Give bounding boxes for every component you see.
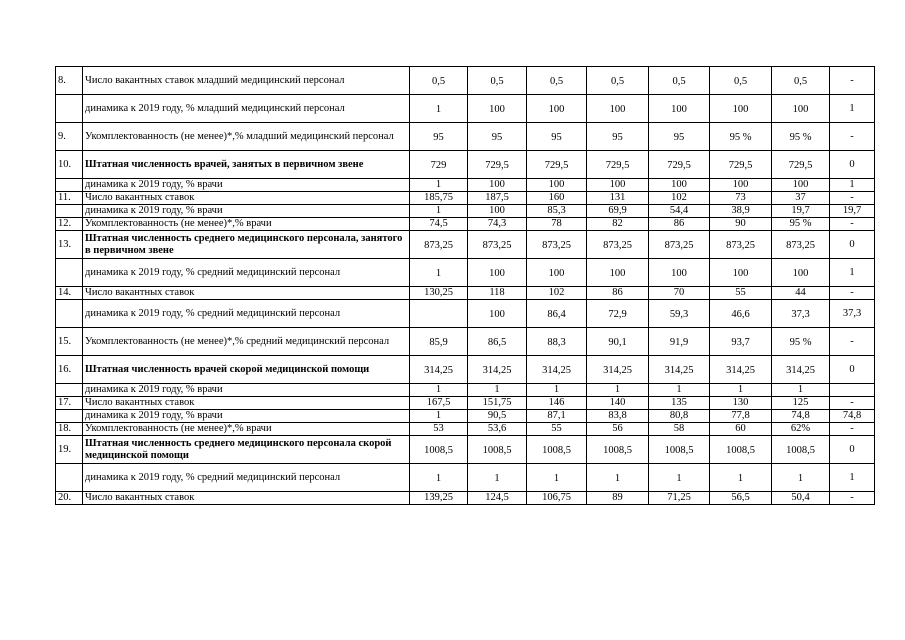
value-cell: 130 [710,397,772,410]
total-cell: - [830,218,875,231]
table-row [56,205,875,218]
indicator-label: Число вакантных ставок младший медицинский персонал [83,67,410,95]
table-row [56,179,875,192]
value-cell: 729 [410,151,468,179]
total-cell: 0 [830,356,875,384]
table-row [56,259,875,287]
row-number: 17. [56,397,83,410]
value-cell: 130,25 [410,287,468,300]
indicator-label: Укомплектованность (не менее)*,% врачи [83,218,410,231]
value-cell: 314,25 [410,356,468,384]
value-cell: 118 [468,287,527,300]
value-cell: 50,4 [772,492,830,505]
value-cell: 146 [527,397,587,410]
total-cell: - [830,328,875,356]
indicator-label: Штатная численность врачей скорой медицинской помощи [83,356,410,384]
value-cell: 100 [772,95,830,123]
value-cell: 729,5 [587,151,649,179]
indicator-label: Штатная численность врачей, занятых в первичном звене [83,151,410,179]
value-cell: 1 [649,464,710,492]
value-cell: 100 [468,179,527,192]
value-cell: 314,25 [649,356,710,384]
total-cell: - [830,192,875,205]
total-cell: 0 [830,231,875,259]
value-cell: 1 [410,179,468,192]
row-number [56,384,83,397]
value-cell: 72,9 [587,300,649,328]
value-cell: 1 [410,384,468,397]
value-cell: 314,25 [772,356,830,384]
value-cell: 1 [649,384,710,397]
indicator-label: динамика к 2019 году, % средний медицинский персонал [83,300,410,328]
row-number: 9. [56,123,83,151]
value-cell: 100 [649,179,710,192]
value-cell: 0,5 [587,67,649,95]
row-number: 16. [56,356,83,384]
indicator-label: динамика к 2019 году, % средний медицинский персонал [83,464,410,492]
value-cell: 93,7 [710,328,772,356]
indicator-label: динамика к 2019 году, % младший медицинский персонал [83,95,410,123]
value-cell: 1 [468,464,527,492]
row-number: 15. [56,328,83,356]
value-cell: 38,9 [710,205,772,218]
value-cell: 86 [587,287,649,300]
total-cell: 1 [830,179,875,192]
value-cell: 314,25 [527,356,587,384]
table-row [56,151,875,179]
value-cell: 1 [410,259,468,287]
indicator-label: Укомплектованность (не менее)*,% средний медицинский персонал [83,328,410,356]
value-cell: 135 [649,397,710,410]
value-cell: 95 [649,123,710,151]
value-cell: 187,5 [468,192,527,205]
table-row [56,492,875,505]
total-cell: 0 [830,436,875,464]
value-cell: 78 [527,218,587,231]
value-cell: 1008,5 [649,436,710,464]
value-cell: 100 [527,259,587,287]
value-cell: 54,4 [649,205,710,218]
indicator-label: Число вакантных ставок [83,287,410,300]
table-row [56,356,875,384]
value-cell: 74,3 [468,218,527,231]
value-cell: 100 [772,179,830,192]
value-cell: 100 [468,300,527,328]
value-cell: 74,8 [772,410,830,423]
total-cell: - [830,397,875,410]
value-cell: 74,5 [410,218,468,231]
table-row [56,328,875,356]
row-number: 19. [56,436,83,464]
row-number: 20. [56,492,83,505]
value-cell: 100 [468,259,527,287]
value-cell: 1 [587,464,649,492]
table-row [56,218,875,231]
value-cell: 88,3 [527,328,587,356]
value-cell: 314,25 [710,356,772,384]
value-cell: 729,5 [649,151,710,179]
value-cell: 46,6 [710,300,772,328]
value-cell: 1008,5 [527,436,587,464]
value-cell: 77,8 [710,410,772,423]
value-cell: 873,25 [468,231,527,259]
row-number [56,464,83,492]
total-cell: 37,3 [830,300,875,328]
table-row [56,231,875,259]
indicator-label: Штатная численность среднего медицинского персонала скорой медицинской помощи [83,436,410,464]
value-cell: 55 [710,287,772,300]
value-cell: 1 [527,384,587,397]
value-cell: 80,8 [649,410,710,423]
total-cell: - [830,423,875,436]
row-number: 13. [56,231,83,259]
value-cell: 69,9 [587,205,649,218]
value-cell: 1 [468,384,527,397]
value-cell: 95 % [710,123,772,151]
value-cell: 100 [710,179,772,192]
value-cell: 140 [587,397,649,410]
value-cell: 0,5 [468,67,527,95]
indicator-label: динамика к 2019 году, % врачи [83,410,410,423]
value-cell: 314,25 [468,356,527,384]
value-cell: 100 [527,179,587,192]
value-cell: 86 [649,218,710,231]
staffing-table [55,66,875,505]
value-cell: 58 [649,423,710,436]
value-cell: 83,8 [587,410,649,423]
total-cell: 1 [830,95,875,123]
table-row [56,384,875,397]
value-cell: 19,7 [772,205,830,218]
total-cell: - [830,287,875,300]
value-cell: 124,5 [468,492,527,505]
indicator-label: динамика к 2019 году, % врачи [83,384,410,397]
value-cell: 1 [587,384,649,397]
value-cell: 1 [710,464,772,492]
indicator-label: динамика к 2019 году, % средний медицинский персонал [83,259,410,287]
value-cell: 1 [410,205,468,218]
indicator-label: Число вакантных ставок [83,397,410,410]
value-cell: 100 [468,205,527,218]
indicator-label: Укомплектованность (не менее)*,% врачи [83,423,410,436]
value-cell: 89 [587,492,649,505]
value-cell: 167,5 [410,397,468,410]
value-cell: 1008,5 [710,436,772,464]
value-cell: 125 [772,397,830,410]
value-cell: 1 [772,384,830,397]
table-row [56,67,875,95]
value-cell: 100 [468,95,527,123]
total-cell: 19,7 [830,205,875,218]
table-row [56,464,875,492]
value-cell: 91,9 [649,328,710,356]
value-cell: 160 [527,192,587,205]
value-cell: 70 [649,287,710,300]
row-number: 10. [56,151,83,179]
value-cell: 90 [710,218,772,231]
row-number [56,259,83,287]
row-number [56,410,83,423]
row-number: 12. [56,218,83,231]
row-number [56,205,83,218]
document-page [55,66,875,505]
value-cell: 729,5 [710,151,772,179]
value-cell: 95 [527,123,587,151]
value-cell: 95 [410,123,468,151]
total-cell: 1 [830,259,875,287]
value-cell: 100 [587,95,649,123]
indicator-label: Укомплектованность (не менее)*,% младший медицинский персонал [83,123,410,151]
value-cell: 59,3 [649,300,710,328]
total-cell: 74,8 [830,410,875,423]
value-cell: 1 [410,95,468,123]
value-cell: 90,1 [587,328,649,356]
value-cell: 729,5 [468,151,527,179]
value-cell: 1 [710,384,772,397]
row-number [56,300,83,328]
value-cell: 86,5 [468,328,527,356]
value-cell: 85,3 [527,205,587,218]
value-cell: 873,25 [587,231,649,259]
row-number [56,95,83,123]
value-cell: 131 [587,192,649,205]
value-cell: 100 [649,95,710,123]
indicator-label: динамика к 2019 году, % врачи [83,205,410,218]
value-cell: 185,75 [410,192,468,205]
value-cell: 82 [587,218,649,231]
value-cell: 56 [587,423,649,436]
value-cell: 53,6 [468,423,527,436]
value-cell: 60 [710,423,772,436]
table-row [56,436,875,464]
value-cell: 1 [527,464,587,492]
value-cell: 100 [772,259,830,287]
total-cell: 0 [830,151,875,179]
value-cell: 1 [410,410,468,423]
value-cell: 95 % [772,218,830,231]
value-cell [410,300,468,328]
value-cell: 100 [710,95,772,123]
row-number: 8. [56,67,83,95]
indicator-label: Число вакантных ставок [83,192,410,205]
total-cell: - [830,67,875,95]
value-cell: 85,9 [410,328,468,356]
value-cell: 71,25 [649,492,710,505]
value-cell: 729,5 [772,151,830,179]
total-cell: - [830,123,875,151]
value-cell: 0,5 [772,67,830,95]
value-cell: 139,25 [410,492,468,505]
value-cell: 37,3 [772,300,830,328]
value-cell: 73 [710,192,772,205]
value-cell: 100 [587,179,649,192]
value-cell: 1008,5 [468,436,527,464]
value-cell: 873,25 [410,231,468,259]
value-cell: 95 [468,123,527,151]
value-cell: 873,25 [772,231,830,259]
value-cell: 100 [710,259,772,287]
row-number [56,179,83,192]
value-cell: 55 [527,423,587,436]
value-cell: 90,5 [468,410,527,423]
value-cell: 1008,5 [410,436,468,464]
table-row [56,192,875,205]
value-cell: 151,75 [468,397,527,410]
indicator-label: Число вакантных ставок [83,492,410,505]
table-row [56,423,875,436]
value-cell: 87,1 [527,410,587,423]
table-row [56,397,875,410]
table-row [56,410,875,423]
value-cell: 873,25 [527,231,587,259]
value-cell: 1 [410,464,468,492]
value-cell: 0,5 [527,67,587,95]
value-cell: 44 [772,287,830,300]
value-cell: 100 [587,259,649,287]
value-cell: 106,75 [527,492,587,505]
value-cell: 102 [649,192,710,205]
indicator-label: Штатная численность среднего медицинского персонала, занятого в первичном звене [83,231,410,259]
total-cell [830,384,875,397]
value-cell: 100 [527,95,587,123]
value-cell: 100 [649,259,710,287]
table-row [56,123,875,151]
row-number: 14. [56,287,83,300]
value-cell: 1 [772,464,830,492]
value-cell: 1008,5 [772,436,830,464]
row-number: 18. [56,423,83,436]
table-row [56,287,875,300]
table-body [56,67,875,505]
value-cell: 873,25 [649,231,710,259]
table-row [56,95,875,123]
value-cell: 95 % [772,123,830,151]
total-cell: - [830,492,875,505]
value-cell: 62% [772,423,830,436]
value-cell: 53 [410,423,468,436]
value-cell: 86,4 [527,300,587,328]
value-cell: 1008,5 [587,436,649,464]
total-cell: 1 [830,464,875,492]
row-number: 11. [56,192,83,205]
indicator-label: динамика к 2019 году, % врачи [83,179,410,192]
value-cell: 37 [772,192,830,205]
value-cell: 56,5 [710,492,772,505]
value-cell: 873,25 [710,231,772,259]
value-cell: 0,5 [649,67,710,95]
value-cell: 102 [527,287,587,300]
value-cell: 95 [587,123,649,151]
value-cell: 0,5 [410,67,468,95]
value-cell: 95 % [772,328,830,356]
value-cell: 314,25 [587,356,649,384]
value-cell: 0,5 [710,67,772,95]
value-cell: 729,5 [527,151,587,179]
table-row [56,300,875,328]
